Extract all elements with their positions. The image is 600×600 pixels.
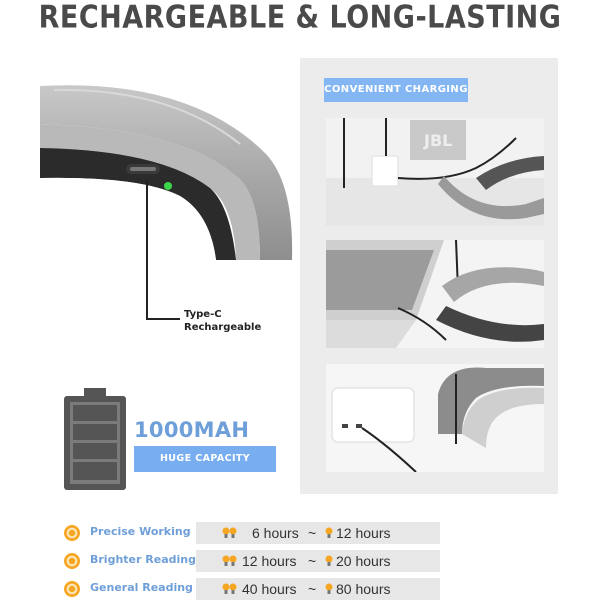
bulb-pair-icon bbox=[222, 554, 238, 568]
spec-duration-bar bbox=[196, 522, 440, 544]
charging-header: CONVENIENT CHARGING bbox=[324, 78, 468, 102]
spec-dot-icon bbox=[64, 581, 80, 597]
spec-row-brighter-reading bbox=[0, 550, 600, 572]
spec-duration-bar bbox=[196, 578, 440, 600]
charging-panel bbox=[300, 58, 558, 494]
bulb-pair-icon bbox=[222, 526, 238, 540]
callout-line-vertical bbox=[146, 180, 148, 320]
spec-dot-icon bbox=[64, 525, 80, 541]
spec-high-text: 20 hours bbox=[336, 553, 391, 569]
photo-brand-text: JBL bbox=[424, 131, 453, 150]
spec-separator: ~ bbox=[308, 581, 317, 597]
spec-high-text: 80 hours bbox=[336, 581, 391, 597]
bulb-pair-icon bbox=[222, 582, 238, 596]
spec-duration-bar bbox=[196, 550, 440, 572]
battery-capacity: 1000MAH bbox=[134, 418, 250, 442]
type-c-callout bbox=[184, 308, 261, 334]
spec-low-text: 12 hours bbox=[242, 553, 297, 569]
headline: RECHARGEABLE & LONG-LASTING bbox=[38, 0, 562, 36]
battery-icon bbox=[62, 388, 128, 492]
spec-dot-icon bbox=[64, 553, 80, 569]
spec-low-text: 6 hours bbox=[252, 525, 299, 541]
spec-label: Precise Working bbox=[90, 525, 191, 538]
callout-line-horizontal bbox=[146, 318, 180, 320]
spec-separator: ~ bbox=[308, 525, 317, 541]
spec-label: Brighter Reading bbox=[90, 553, 196, 566]
spec-row-precise-working bbox=[0, 522, 600, 544]
capacity-badge: HUGE CAPACITY BATTERY bbox=[134, 446, 276, 472]
bulb-icon bbox=[324, 526, 334, 540]
photo-wall-adapter-charging bbox=[326, 118, 544, 226]
callout-line1: Type-C bbox=[184, 309, 222, 320]
bulb-icon bbox=[324, 554, 334, 568]
charging-led-indicator bbox=[164, 182, 172, 190]
spec-high-text: 12 hours bbox=[336, 525, 391, 541]
callout-line2: Rechargeable bbox=[184, 322, 262, 333]
photo-laptop-charging bbox=[326, 240, 544, 348]
photo-power-bank-charging bbox=[326, 364, 544, 472]
spec-row-general-reading bbox=[0, 578, 600, 600]
neck-light-product-closeup bbox=[40, 84, 294, 264]
spec-separator: ~ bbox=[308, 553, 317, 569]
bulb-icon bbox=[324, 582, 334, 596]
spec-label: General Reading bbox=[90, 581, 193, 594]
spec-low-text: 40 hours bbox=[242, 581, 297, 597]
